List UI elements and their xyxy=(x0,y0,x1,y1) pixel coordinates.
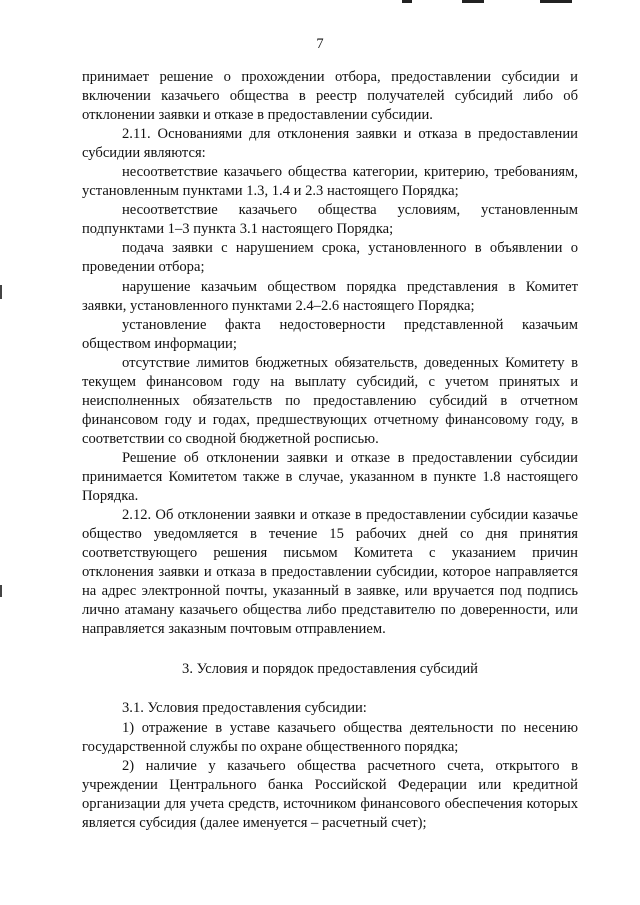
document-body xyxy=(82,68,578,833)
list-item: несоответствие казачьего общества условиям, установленным подпунктами 1–3 пункта 3.1 настоящего Порядка; xyxy=(82,202,578,238)
paragraph: 3.1. Условия предоставления субсидии: xyxy=(122,700,367,717)
list-item: несоответствие казачьего общества категории, критерию, требованиям, установленным пунктами 1.3, 1.4 и 2.3 настоящего Порядка; xyxy=(82,164,578,200)
paragraph: 2.12. Об отклонении заявки и отказе в предоставлении субсидии казачье общество уведомляется в течение 15 рабочих дней со дня принятия соответствующего решения письмом Комитета с указанием причин отклонения заявки и отказа в предоставлении субсидии, которое направляется на адрес электронной почты, указанный в заявке, или вручается под подпись лично атаману казачьего общества либо представителю по доверенности, или направляется заказным почтовым отправлением. xyxy=(82,507,578,638)
list-item: 2) наличие у казачьего общества расчетного счета, открытого в учреждении Центрального банка Российской Федерации или кредитной организации для учета средств, источником финансового обеспечения которых является субсидия (далее именуется – расчетный счет); xyxy=(82,757,578,831)
paragraph: Решение об отклонении заявки и отказе в предоставлении субсидии принимается Комитетом также в случае, указанном в пункте 1.8 настоящего Порядка. xyxy=(82,449,578,505)
list-item: установление факта недостоверности представленной казачьим обществом информации; xyxy=(82,316,578,352)
list-item: нарушение казачьим обществом порядка представления в Комитет заявки, установленного пунктами 2.4–2.6 настоящего Порядка; xyxy=(82,278,578,314)
scan-artifact-mark xyxy=(462,0,484,3)
section-heading: 3. Условия и порядок предоставления субсидий xyxy=(182,661,478,678)
scan-artifact-mark xyxy=(540,0,572,3)
list-item: отсутствие лимитов бюджетных обязательств, доведенных Комитету в текущем финансовом году на выплату субсидий, с учетом принятых и неисполненных обязательств по предоставлению субсидий в отчетном финансовом году и годах, предшествующих отчетному финансовому году, в соответствии со сводной бюджетной росписью. xyxy=(82,354,578,447)
scan-artifact-mark xyxy=(402,0,412,3)
scan-edge-mark xyxy=(0,585,2,597)
paragraph: 2.11. Основаниями для отклонения заявки и отказа в предоставлении субсидии являются: xyxy=(82,126,578,162)
page-number: 7 xyxy=(316,36,324,52)
list-item: подача заявки с нарушением срока, установленного в объявлении о проведении отбора; xyxy=(82,240,578,276)
paragraph: принимает решение о прохождении отбора, предоставлении субсидии и включении казачьего общества в реестр получателей субсидий либо об отклонении заявки и отказе в предоставлении субсидии. xyxy=(82,69,578,124)
scan-edge-mark xyxy=(0,285,2,299)
list-item: 1) отражение в уставе казачьего общества деятельности по несению государственной службы по охране общественного порядка; xyxy=(82,719,578,755)
